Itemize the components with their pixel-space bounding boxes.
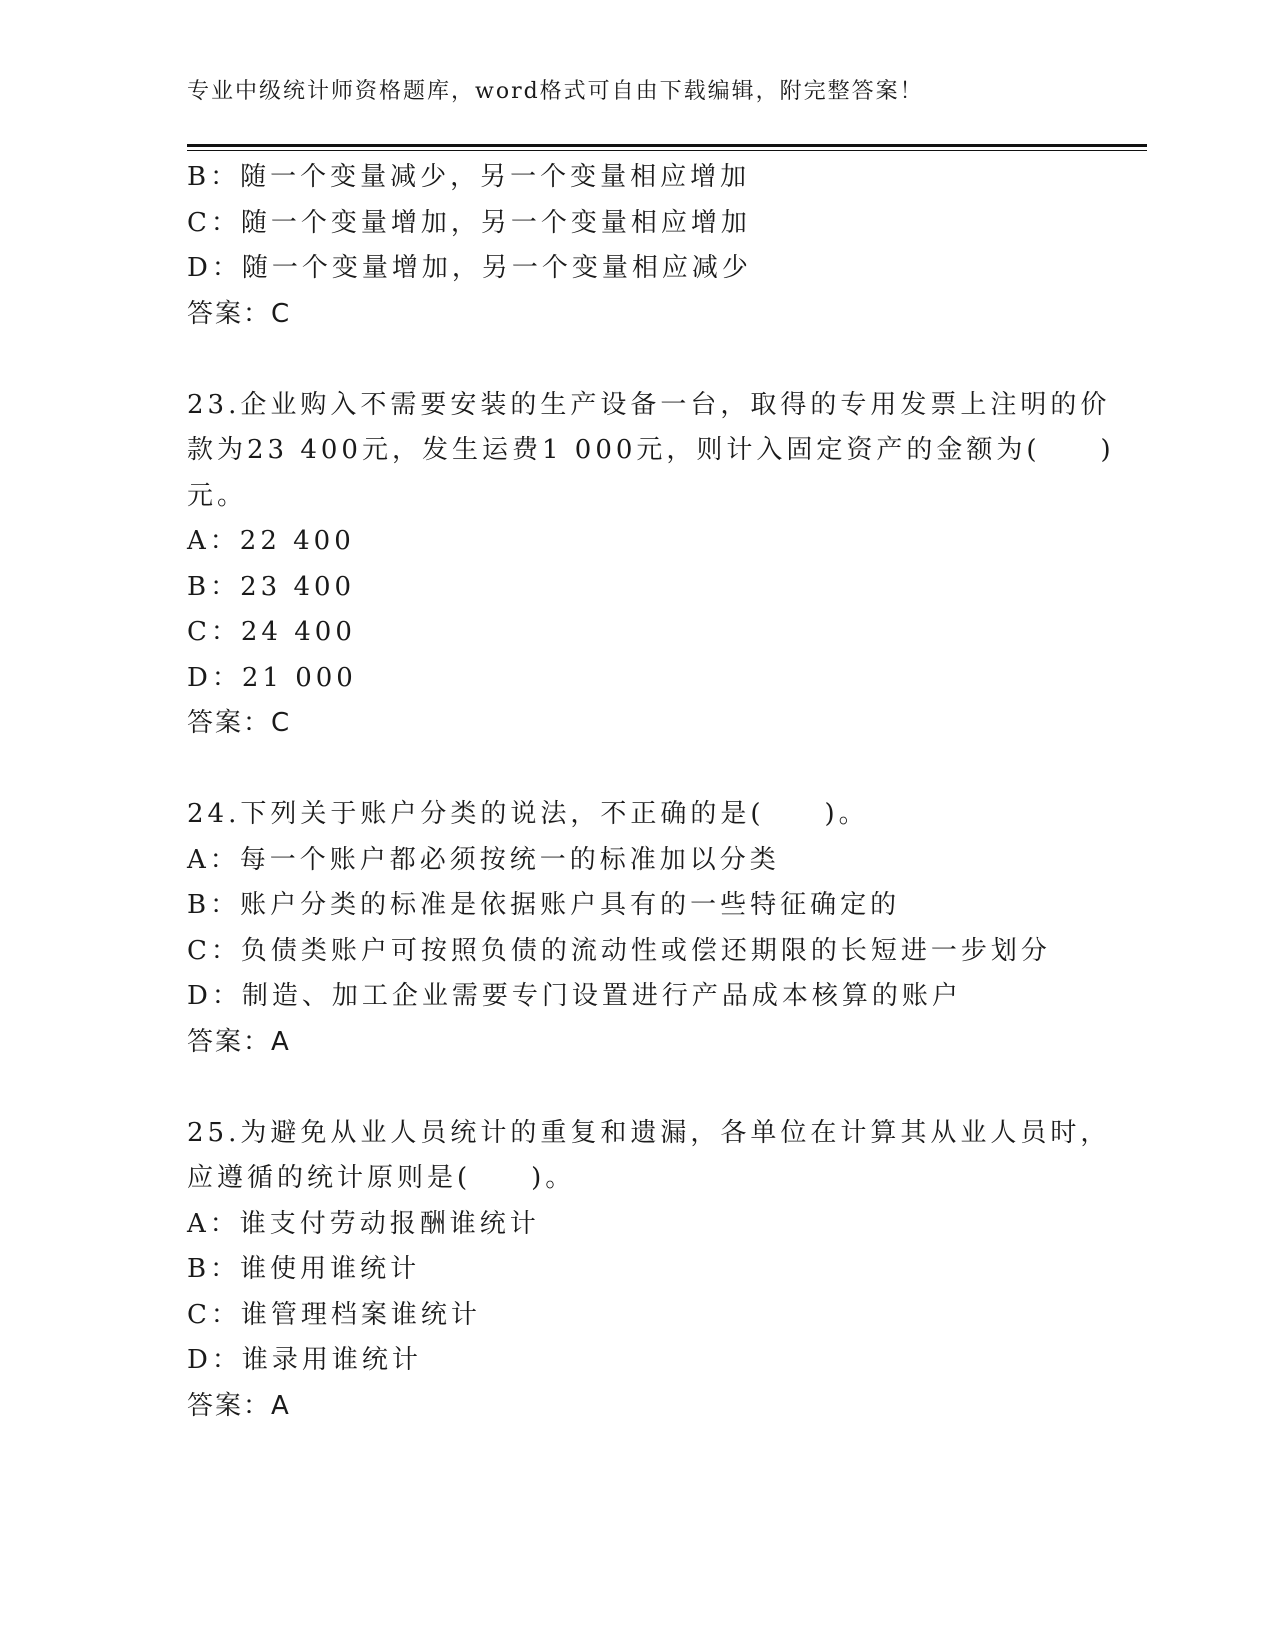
- answer: 答案：C: [187, 708, 292, 738]
- answer: 答案：A: [187, 1390, 291, 1421]
- option-b: B：23 400: [187, 571, 356, 602]
- question-stem: 24.下列关于账户分类的说法，不正确的是( )。: [187, 799, 869, 829]
- option-b: B：账户分类的标准是依据账户具有的一些特征确定的: [187, 890, 901, 920]
- option-d: D：21 000: [187, 662, 357, 693]
- option-b: B：谁使用谁统计: [187, 1254, 421, 1284]
- option-c: C：24 400: [187, 617, 356, 647]
- option-d: D：谁录用谁统计: [187, 1345, 422, 1375]
- question-23: [187, 383, 1115, 747]
- answer: 答案：A: [187, 1026, 291, 1057]
- question-stem: 23.企业购入不需要安装的生产设备一台，取得的专用发票上注明的价: [187, 389, 1111, 420]
- option-c: C：谁管理档案谁统计: [187, 1299, 481, 1330]
- question-22-continuation: [187, 155, 1077, 337]
- spacer: [187, 1065, 1077, 1111]
- option-b: B：随一个变量减少，另一个变量相应增加: [187, 162, 751, 192]
- option-d: D：随一个变量增加，另一个变量相应减少: [187, 253, 752, 283]
- question-stem: 25.为避免从业人员统计的重复和遗漏，各单位在计算其从业人员时，: [187, 1117, 1111, 1148]
- spacer: [187, 747, 1077, 793]
- question-content: [187, 155, 1115, 1429]
- question-stem: 应遵循的统计原则是( )。: [187, 1163, 576, 1193]
- option-d: D：制造、加工企业需要专门设置进行产品成本核算的账户: [187, 981, 962, 1011]
- page-header: 专业中级统计师资格题库，word格式可自由下载编辑，附完整答案！: [187, 79, 924, 104]
- option-c: C：随一个变量增加，另一个变量相应增加: [187, 207, 751, 238]
- question-25: [187, 1111, 1111, 1430]
- question-stem: 款为23 400元，发生运费1 000元，则计入固定资产的金额为( ): [187, 435, 1115, 465]
- option-a: A：每一个账户都必须按统一的标准加以分类: [187, 844, 780, 875]
- option-c: C：负债类账户可按照负债的流动性或偿还期限的长短进一步划分: [187, 935, 1051, 966]
- option-a: A：22 400: [187, 526, 355, 556]
- question-stem: 元。: [187, 480, 248, 511]
- header-divider-thin: [187, 150, 1147, 151]
- answer: 答案：C: [187, 298, 292, 329]
- option-a: A：谁支付劳动报酬谁统计: [187, 1208, 540, 1239]
- spacer: [187, 337, 1077, 383]
- header-divider: [187, 144, 1147, 147]
- question-24: [187, 792, 1077, 1065]
